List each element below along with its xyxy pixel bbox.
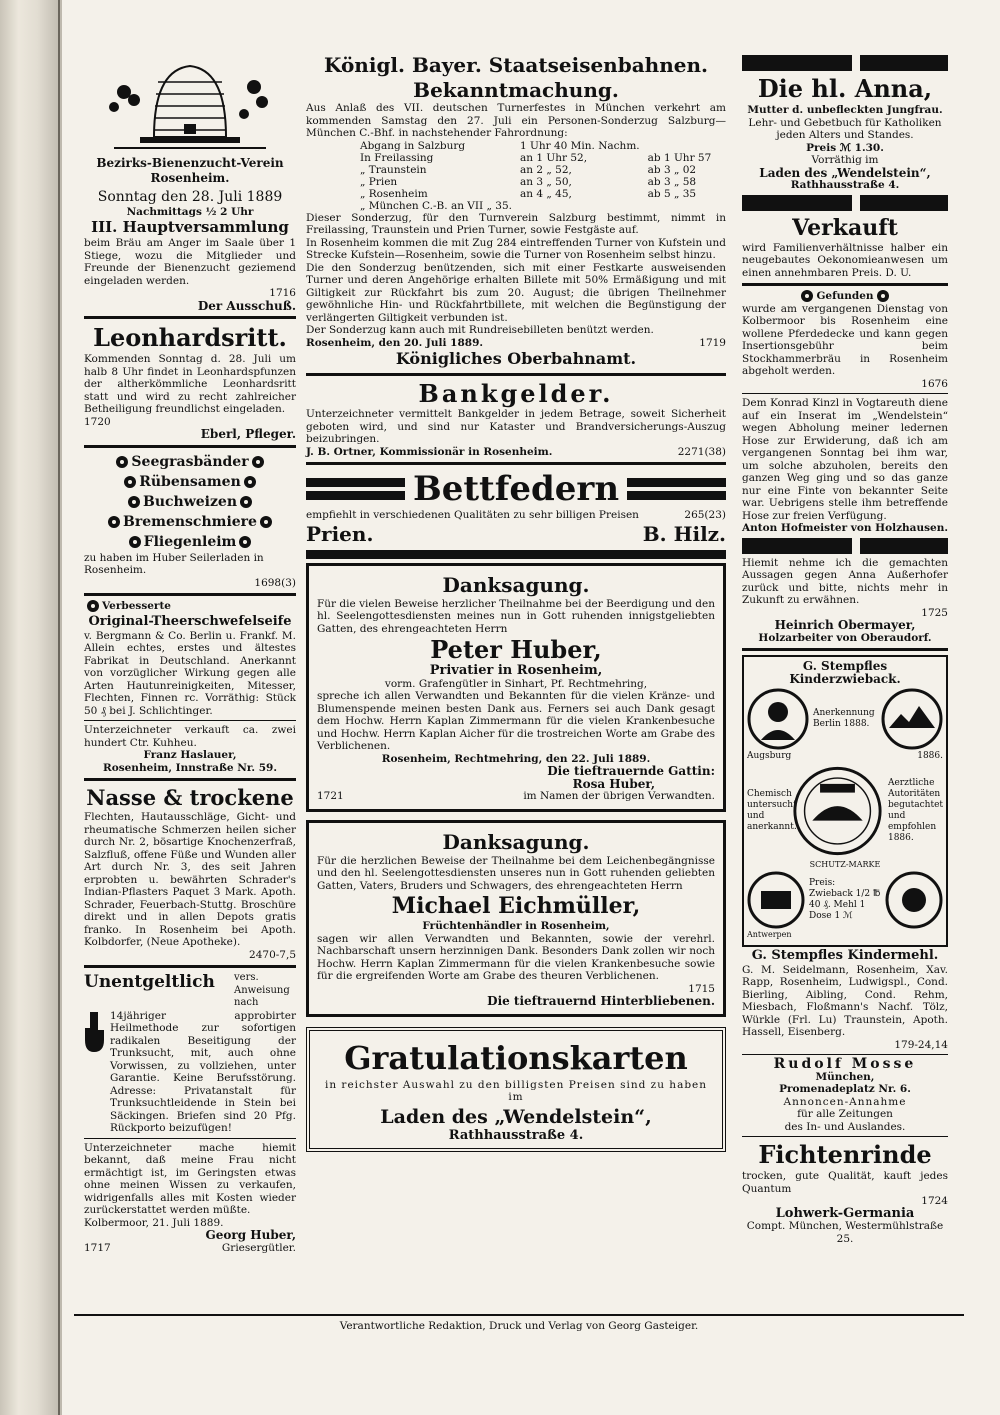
antwerp-label: Antwerpen [747,930,792,939]
bark-num: 1724 [921,1195,948,1207]
soap-title: Original-Theerschwefelseife [88,613,292,629]
schedule-cell: an 2 „ 52, [520,163,572,176]
grat-title: Gratulationskarten [344,1038,688,1077]
bar-decoration [742,538,948,554]
notice-role: Griesergütler. [221,1241,296,1254]
bank-sig: J. B. Ortner, Kommissionär in Rosenheim. [306,445,553,458]
antwerp-medal-icon [747,871,805,929]
soap-pre: Verbesserte [102,600,171,612]
notice-sig: Georg Huber, [205,1228,296,1242]
zwieback-side: Aerztliche Autoritäten begutachtet und empfohlen 1886. [887,777,944,843]
bullet-icon [87,600,99,612]
bar-decoration [742,55,948,71]
trademark-emblem-icon [791,763,884,859]
imprint: Verantwortliche Redaktion, Druck und Verlag von Georg Gasteiger. [339,1320,699,1332]
railway-ad [306,52,726,369]
footer-rule [74,1314,964,1316]
bullet-icon [240,496,252,508]
reply-ad [742,397,948,535]
mosse-ad [742,1058,948,1133]
dealers-list: G. M. Seidelmann, Rosenheim, Xav. Rapp, Rosenheim, Ludwigspl., Cond. Bierling, Aibling, Cond. Rehm, Miesbach, Floßmann's Nachf. Tölz, Würkle (Frl. Lu) Traunstein, Apoth. Hassell, Eisenberg. [742,963,948,1038]
divider [742,1136,948,1137]
zwieback-ad [742,655,948,947]
retraction-ad [742,557,948,645]
schedule-cell: an 1 Uhr 52, [520,151,588,164]
rail-p3: Die den Sonderzug benützenden, sich mit einer Festkarte ausweisenden Turner und deren Angehörige erhalten Billete mit 50% Ermäßigung und mit Giltigkeit zur Rückfahrt bis zum 20. August; die übrigen Theilnehmer gewöhnliche Hin- und Rückfahrtbillete, mit welchen die Begünstigung der verlängerten Giltigkeit verbunden ist. [306,261,726,324]
retraction-body: Hiemit nehme ich die gemachten Aussagen gegen Anna Außerhofer zurück und bitte, nichts mehr in Zukunft zu erwähnen. [742,556,948,606]
thanks2-role: Früchtenhändler in Rosenheim, [422,920,610,932]
exhibition-medal-icon [885,871,943,929]
bee-sig: Der Ausschuß. [197,298,296,313]
seeds-ad [84,452,296,590]
schedule-cell [644,200,716,212]
bee-num: 1716 [269,287,296,299]
schedule-cell: „ München C.-B. an VII „ 35. [360,199,512,212]
bar-decoration [627,478,726,487]
seeds-num: 1698(3) [254,576,296,589]
thanks1-mourn: Die tieftrauernde Gattin: [547,764,715,778]
divider [742,648,948,651]
column-left [84,52,296,1254]
thanks2-num: 1715 [688,982,715,995]
leonhard-ad [84,323,296,441]
leonhard-num: 1720 [84,415,111,428]
thanks2-body: sagen wir allen Verwandten und Bekannten, sowie der verehrl. Nachbarschaft unsern herzinnigen Dank. Besonders Dank zollen wir noch Hochw. Herrn Kaplan Zimmermann für die vielen Krankenbesuche sowie für die ergreifenden Worte am Grabe des theuren Verblichenen. [317,932,715,982]
thanks2-intro: Für die herzlichen Beweise der Theilnahme bei dem Leichenbegängnisse und den hl. Seelengottesdiensten unseres nun in Gott ruhenden geliebten Gatten, Vaters, Bruders und Schwagers, des ehrengeachteten Herrn [317,854,715,892]
hay-ad [84,724,296,774]
thanks2-name: Michael Eichmüller, [391,893,641,919]
mosse-addr: Promenadeplatz Nr. 6. [779,1083,911,1095]
soap-body: v. Bergmann & Co. Berlin u. Frankf. M. Allein echtes, erstes und ältestes Fabrikat in Deutschland. Anerkannt von vorzüglicher Wirkung gegen alle Arten Hautunreinigkeiten, Mitesser, Flechten, Finnen rc. Vorräthig: Stück 50 ₰ bei J. Schlichtinger. [84,629,296,717]
notice-place: Kolbermoor, 21. Juli 1889. [84,1216,224,1229]
sale-title: Verkauft [792,214,898,241]
found-title: Gefunden [816,290,874,302]
grat-shop: Laden des „Wendelstein“, [380,1105,652,1128]
book-spine [0,0,62,1415]
reply-sig: Anton Hofmeister von Holzhausen. [742,522,948,534]
feathers-ad [306,469,726,546]
feathers-sig: B. Hilz. [642,521,726,546]
bark-sig: Lohwerk-Germania [775,1205,915,1221]
rail-sig: Königliches Oberbahnamt. [395,349,637,368]
divider [742,1054,948,1055]
schedule-row [356,152,715,164]
schedule-cell: 1 Uhr 40 Min. Nachm. [520,139,640,152]
bar-decoration [627,491,726,500]
hay-sig: Franz Haslauer, [143,749,237,761]
schedule-cell: „ Prien [360,175,398,188]
schedule-row [356,140,715,152]
hand-icon [84,1010,106,1054]
feathers-body: empfiehlt in verschiedenen Qualitäten zu sehr billigen Preisen [306,509,639,521]
seed-item: Seegrasbänder [131,453,249,470]
seeds-body: zu haben im Huber Seilerladen in Rosenheim. [84,551,264,576]
thanks2-sig: Die tieftrauernd Hinterbliebenen. [487,994,715,1008]
seed-item: Buchweizen [142,493,238,510]
bar-decoration [306,478,405,487]
anna-sub: Mutter d. unbefleckten Jungfrau. [747,104,943,116]
thanks-ad-1 [306,563,726,812]
rail-schedule [356,140,715,212]
seed-item: Fliegenleim [143,533,237,550]
divider [306,462,726,465]
thanks1-intro: Für die vielen Beweise herzlicher Theilnahme bei der Beerdigung und den hl. Seelengottesdiensten meines nun in Gott ruhenden innigstgeliebten Gatten, des ehrengeachteten Herrn [317,597,715,635]
mosse-l3: des In- und Auslandes. [784,1120,906,1133]
zwieback-place: Augsburg [747,751,792,761]
bee-club-ad [84,52,296,312]
thanks1-role: Privatier in Rosenheim, [429,663,603,678]
bar-decoration [306,491,405,500]
kindermehl-title: G. Stempfles Kindermehl. [751,947,939,963]
sale-body: wird Familienverhältnisse halber ein neugebautes Oekonomieanwesen um einen annehmbaren Preis. D. U. [742,241,948,279]
cure-ad [84,972,296,1135]
schedule-cell: „ Traunstein [360,163,427,176]
bullet-icon [116,456,128,468]
bullet-icon [124,476,136,488]
rail-title: Königl. Bayer. Staatseisenbahnen. [324,53,708,77]
mosse-city: München, [815,1070,875,1083]
feathers-num: 265(23) [684,509,726,521]
medal-text: Anerkennung Berlin 1888. [813,708,875,729]
kindermehl-ad [742,947,948,1052]
bullet-icon [260,516,272,528]
cure-body: 14jähriger approbirter Heilmethode zur sofortigen radikalen Beseitigung der Trunksucht, mit, auch ohne Vorwissen, zu vollziehen, unter Garantie. Keine Berufsstörung. Adresse: Privatanstalt für Trunksuchtleidende in Stein bei Säckingen. Briefen sind 20 Pfg. Rückporto beizufügen! [110,1009,296,1134]
leonhard-body: Kommenden Sonntag d. 28. Juli um halb 8 Uhr findet in Leonhardspfunzen der altherkömmliche Leonhardsritt statt und wird zu recht zahlreicher Betheiligung freundlichst eingeladen. [84,353,296,415]
bank-ad [306,380,726,458]
schedule-row [356,164,715,176]
seed-item: Bremenschmiere [123,513,257,530]
schedule-row [356,176,715,188]
column-right [742,52,948,1245]
bullet-icon [877,290,889,302]
schedule-row [356,200,715,212]
bullet-icon [108,516,120,528]
thanks1-sig: Rosa Huber, [572,776,655,791]
divider [306,373,726,376]
found-ad [742,290,948,390]
divider [84,593,296,596]
found-num: 1676 [921,377,948,390]
schedule-cell: ab 1 Uhr 57 [647,151,712,164]
schedule-cell: ab 3 „ 02 [647,163,697,176]
thanks1-body: spreche ich allen Verwandten und Bekannten für die vielen Kränze- und Blumenspende meinen besten Dank aus. Ferners sei auch Dank gesagt dem Hochw. Herrn Kaplan Zimmermann für die vielen Krankenbesuche und Hochw. Herrn Kaplan Aicher für die trostreichen Worte am Grabe des Verblichenen. [317,690,715,752]
zwieback-year: 1886. [917,751,943,761]
divider [84,965,296,968]
schedule-cell [516,200,644,212]
sale-ad [742,214,948,280]
schedule-cell: „ Rosenheim [360,187,428,200]
bark-body: trocken, gute Qualität, kauft jedes Quantum [742,1170,948,1195]
bar-decoration [742,195,948,211]
reply-body: Dem Konrad Kinzl in Vogtareuth diene auf ein Inserat im „Wendelstein“ wegen Abholung meiner ledernen Hose zur Erwiderung, daß ich am vergangenen Sonntag bei ihm war, um solche abzuholen, bereits den ganzen Weg ging und so das ganze nur eine Finte von bekannter Seite war. Uebrigens stelle ihm betreffende Hose zur freien Verfügung. [742,397,948,522]
bark-ad [742,1140,948,1245]
notice-ad [84,1142,296,1255]
thanks1-place: Rosenheim, Rechtmehring, den 22. Juli 1889. [381,752,651,765]
landscape-medal-icon [881,688,943,750]
divider [84,445,296,448]
feathers-title: Bettfedern [412,469,620,509]
schedule-row [356,188,715,200]
retraction-sig: Heinrich Obermayer, [774,618,916,632]
divider [84,1138,296,1139]
remedy-num: 2470-7,5 [249,948,296,961]
bark-title: Fichtenrinde [758,1140,932,1169]
retraction-num: 1725 [921,606,948,619]
thanks1-num: 1721 [317,790,344,802]
leonhard-sig: Eberl, Pfleger. [200,427,296,441]
retraction-role: Holzarbeiter von Oberaudorf. [758,631,932,644]
thanks1-tail: im Namen der übrigen Verwandten. [523,790,715,802]
zwieback-chem: Chemisch untersucht und anerkannt. [747,788,797,832]
bee-body: beim Bräu am Anger im Saale über 1 Stiege, wozu die Mitglieder und Freunde der Bienenzucht geziemend eingeladen werden. [84,237,296,287]
rail-place: Rosenheim, den 20. Juli 1889. [306,336,484,349]
thanks1-name: Peter Huber, [430,635,602,664]
bee-date: Sonntag den 28. Juli 1889 [97,188,283,205]
cure-side: vers. Anweisung nach [234,972,290,1008]
schedule-cell: an 4 „ 45, [520,187,572,200]
beehive-icon [84,52,296,152]
anna-price: Preis ℳ 1.30. [806,141,884,154]
remedy-title: Nasse & trockene [86,785,294,810]
notice-body: Unterzeichneter mache hiemit bekannt, daß meine Frau nicht ermächtigt ist, im Geringsten etwas ohne meinen Wissen zu verkaufen, widrigenfalls alles mit Kosten wieder zurückerstattet werden müßte. [84,1141,296,1216]
bark-addr: Compt. München, Westermühlstraße 25. [746,1220,944,1245]
schedule-cell: In Freilassing [360,151,434,164]
bank-title: Bankgelder. [418,379,614,408]
thanks2-title: Danksagung. [442,829,590,854]
anna-shop: Laden des „Wendelstein“, [759,165,931,180]
found-body: wurde am vergangenen Dienstag von Kolbermoor bis Rosenheim eine wollene Pferdedecke und kann gegen Insertionsgebühr beim Stockhammerbräu in Rosenheim abgeholt werden. [742,302,948,377]
bee-time: Nachmittags ½ 2 Uhr [126,205,254,218]
schedule-cell: an 3 „ 50, [520,175,572,188]
newspaper-page [74,52,964,1332]
soap-ad [84,600,296,717]
feathers-place: Prien. [306,521,374,546]
leonhard-title: Leonhardsritt. [93,323,287,352]
bullet-icon [239,536,251,548]
thanks1-title: Danksagung. [442,572,590,597]
bullet-icon [128,496,140,508]
bee-title: III. Hauptversammlung [91,218,289,236]
hay-addr: Rosenheim, Innstraße Nr. 59. [102,761,277,774]
mosse-l1: Annoncen-Annahme [783,1095,907,1108]
mosse-title: Rudolf Mosse [773,1056,917,1072]
rail-intro: Aus Anlaß des VII. deutschen Turnerfestes in München verkehrt am kommenden Samstag den 27. Juli ein Personen-Sonderzug Salzburg—München C.-Bhf. in nachstehender Fahrordnung: [306,102,726,139]
hay-body: Unterzeichneter verkauft ca. zwei hundert Ctr. Kuhheu. [84,724,296,749]
anna-ad [742,74,948,192]
rail-p4: Der Sonderzug kann auch mit Rundreisebilleten benützt werden. [306,324,654,336]
column-center [306,52,726,1152]
divider [306,550,726,559]
portrait-medal-icon [747,688,809,750]
thanks1-role2: vorm. Grafengütler in Sinhart, Pf. Rechtmehring, [384,677,648,690]
rail-p1: Dieser Sonderzug, für den Turnverein Salzburg bestimmt, nimmt in Freilassing, Traunstein und Prien Turner, sowie Festgäste auf. [306,211,726,236]
cure-title: Unentgeltlich [84,972,215,992]
bullet-icon [801,290,813,302]
grat-body: in reichster Auswahl zu den billigsten Preisen sind zu haben im [324,1078,708,1103]
divider [84,316,296,319]
divider [742,283,948,286]
mosse-l2: für alle Zeitungen [797,1108,893,1120]
remedy-body: Flechten, Hautausschläge, Gicht- und rheumatische Schmerzen heilen sicher durch Nr. 2, bösartige Knochenzerfraß, Salzfluß, offene Füße und Wunden aller Art durch Nr. 3, des seit Jahren erprobten u. bewährten Schrader's Indian-Pflasters Paquet 3 Mark. Apoth. Schrader, Feuerbach-Stuttg. Broschüre direkt und in allen Depots gratis franko. In Rosenheim bei Apoth. Kolbdorfer, (Neue Apotheke). [84,811,296,948]
divider [84,778,296,781]
bank-body: Unterzeichneter vermittelt Bankgelder in jedem Betrage, soweit Sicherheit geboten wird, und sind nur Kataster und Brandversicherungs-Auszug beizubringen. [306,408,726,445]
schedule-cell: ab 5 „ 35 [647,187,697,200]
anna-stock: Vorräthig im [811,154,879,166]
bullet-icon [129,536,141,548]
notice-num: 1717 [84,1241,111,1254]
anna-title: Die hl. Anna, [757,74,933,103]
schedule-cell [644,140,716,152]
greeting-cards-ad [306,1027,726,1153]
trademark-label: SCHUTZ-MARKE [809,859,881,869]
grat-addr: Rathhausstraße 4. [448,1127,584,1143]
rail-num: 1719 [699,336,726,349]
bullet-icon [252,456,264,468]
anna-addr: Rathhausstraße 4. [790,179,900,191]
divider [742,393,948,394]
zwieback-price: Preis: Zwieback 1/2 ℔ 40 ₰. Mehl 1 Dose 1 ℳ [809,878,881,921]
rail-p2: In Rosenheim kommen die mit Zug 284 eintreffenden Turner von Kufstein und Strecke Kufstein—Rosenheim, sowie die Turner von Rosenheim selbst hinzu. [306,236,726,261]
schedule-cell: Abgang in Salzburg [360,139,466,152]
bullet-icon [244,476,256,488]
bee-org: Bezirks-Bienenzucht-Verein Rosenheim. [96,155,284,185]
rail-sub: Bekanntmachung. [413,78,619,102]
seed-item: Rübensamen [139,473,241,490]
zwieback-title: G. Stempfles Kinderzwieback. [789,659,901,686]
bank-num: 2271(38) [677,445,726,458]
dealers-num: 179-24,14 [894,1038,948,1051]
thanks-ad-2 [306,820,726,1017]
anna-body: Lehr- und Gebetbuch für Katholiken jeden Alters und Standes. [748,116,942,141]
schedule-cell: ab 3 „ 58 [647,175,697,188]
divider [84,720,296,721]
remedy-ad [84,785,296,961]
